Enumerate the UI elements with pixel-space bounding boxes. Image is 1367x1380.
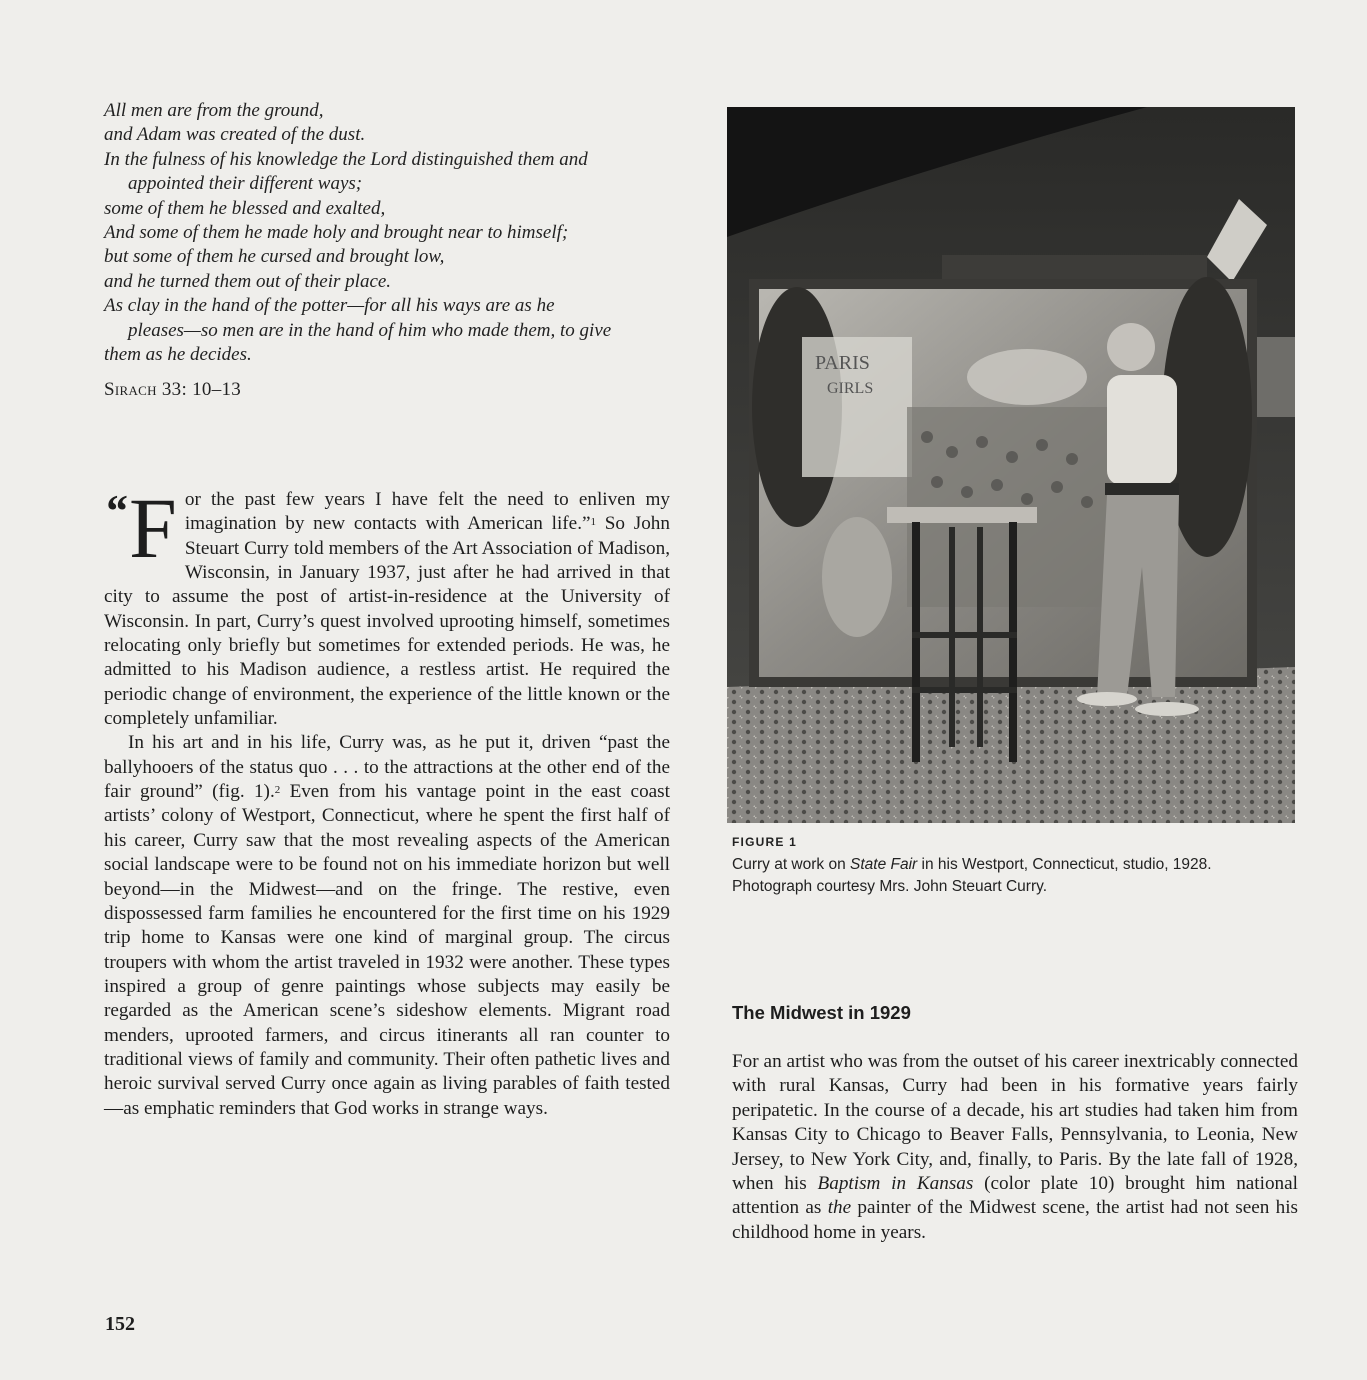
epigraph-line: them as he decides.	[104, 344, 252, 366]
epigraph-line: some of them he blessed and exalted,	[104, 197, 386, 219]
footnote-ref-2: 2	[274, 784, 281, 797]
page-number: 152	[105, 1313, 135, 1335]
painting-sign-text: GIRLS	[827, 380, 874, 397]
epigraph-citation: Sirach 33: 10–13	[104, 379, 242, 400]
body-paragraph-1	[104, 480, 670, 731]
studio-photo-illustration	[727, 107, 1295, 823]
footnote-ref-1: 1	[590, 516, 597, 529]
painting-sign-text: PARIS	[815, 352, 870, 374]
epigraph-line: As clay in the hand of the potter—for all his ways are as he	[104, 295, 555, 317]
section-text-span: painter of the Midwest scene, the artist had not seen his childhood home in years.	[732, 1197, 1298, 1243]
epigraph-line: pleases—so men are in the hand of him who made them, to give	[128, 319, 612, 341]
epigraph	[104, 99, 664, 367]
section-body-text	[732, 1050, 1298, 1245]
epigraph-line: appointed their different ways;	[128, 173, 363, 195]
figure-caption	[732, 854, 1292, 897]
section-text-span: For an artist who was from the outset of his career inextricably connected with rural Kansas, Curry had been in his formative years fairly peripatetic. In the course of a decade, his art studies had taken him from Kansas City to Chicago to Beaver Falls, Pennsylvania, to Leonia, New Jersey, to New York City, and, finally, to Paris. By the late fall of 1928, when his	[732, 1051, 1298, 1195]
drop-cap-quote: “	[104, 485, 127, 536]
caption-text: in his Westport, Connecticut, studio, 1928. Photograph courtesy Mrs. John Steuart Curry.	[732, 856, 1212, 895]
artwork-title: Baptism in Kansas	[817, 1173, 974, 1195]
body-text-span: or the past few years I have felt the need to enliven my imagination by new contacts with American life.”	[184, 489, 670, 535]
caption-artwork-title: State Fair	[850, 856, 918, 873]
epigraph-line: but some of them he cursed and brought low,	[104, 246, 445, 268]
epigraph-line: All men are from the ground,	[104, 100, 324, 121]
section-paragraph	[732, 1050, 1298, 1245]
body-text-span: Even from his vantage point in the east coast artists’ colony of Westport, Connecticut, where he spent the first half of his career, Curry saw that the most revealing aspects of the American social landscape were to be found not on his immediate horizon but well beyond—in the Midwest—and on the fringe. The restive, even dispossessed farm families he encountered for the first time on his 1929 trip home to Kansas were one kind of marginal group. The circus troupers with whom the artist traveled in 1932 were another. These types inspired a group of genre paintings whose subjects may easily be regarded as the American scene’s sideshow elements. Migrant road menders, uprooted farmers, and circus itinerants all ran counter to traditional views of family and community. Their often pathetic lives and heroic survival served Curry once again as living parables of faith tested—as emphatic reminders that God works in strange ways.	[104, 781, 670, 1119]
drop-cap-letter: F	[129, 480, 177, 576]
main-body-text	[104, 480, 670, 1121]
epigraph-line: And some of them he made holy and brought near to himself;	[104, 222, 569, 244]
emphasis-text: the	[827, 1197, 852, 1219]
body-text-span: In his art and in his life, Curry was, as he put it, driven “past the ballyhooers of the status quo . . . to the attractions at the other end of the fair ground” (fig. 1).	[104, 732, 670, 803]
epigraph-line: and Adam was created of the dust.	[104, 124, 366, 146]
figure-1-photograph	[727, 107, 1295, 823]
epigraph-line: In the fulness of his knowledge the Lord distinguished them and	[104, 148, 588, 170]
section-heading: The Midwest in 1929	[732, 1002, 911, 1023]
body-text-span: So John Steuart Curry told members of the Art Association of Madison, Wisconsin, in January 1937, just after he had arrived in that city to assume the post of artist-in-residence at the University of Wisconsin. In part, Curry’s quest involved uprooting himself, sometimes relocating only briefly but sometimes for extended periods. He was, he admitted to his Madison audience, a restless artist. He required the periodic change of environment, the experience of the little known or the completely unfamiliar.	[104, 513, 670, 730]
epigraph-line: and he turned them out of their place.	[104, 270, 392, 292]
figure-label: FIGURE 1	[732, 835, 797, 849]
drop-cap	[104, 480, 177, 576]
body-paragraph-2	[104, 731, 670, 1121]
caption-text: Curry at work on	[732, 856, 851, 873]
section-text-span: (color plate 10) brought him national attention as	[732, 1173, 1299, 1219]
